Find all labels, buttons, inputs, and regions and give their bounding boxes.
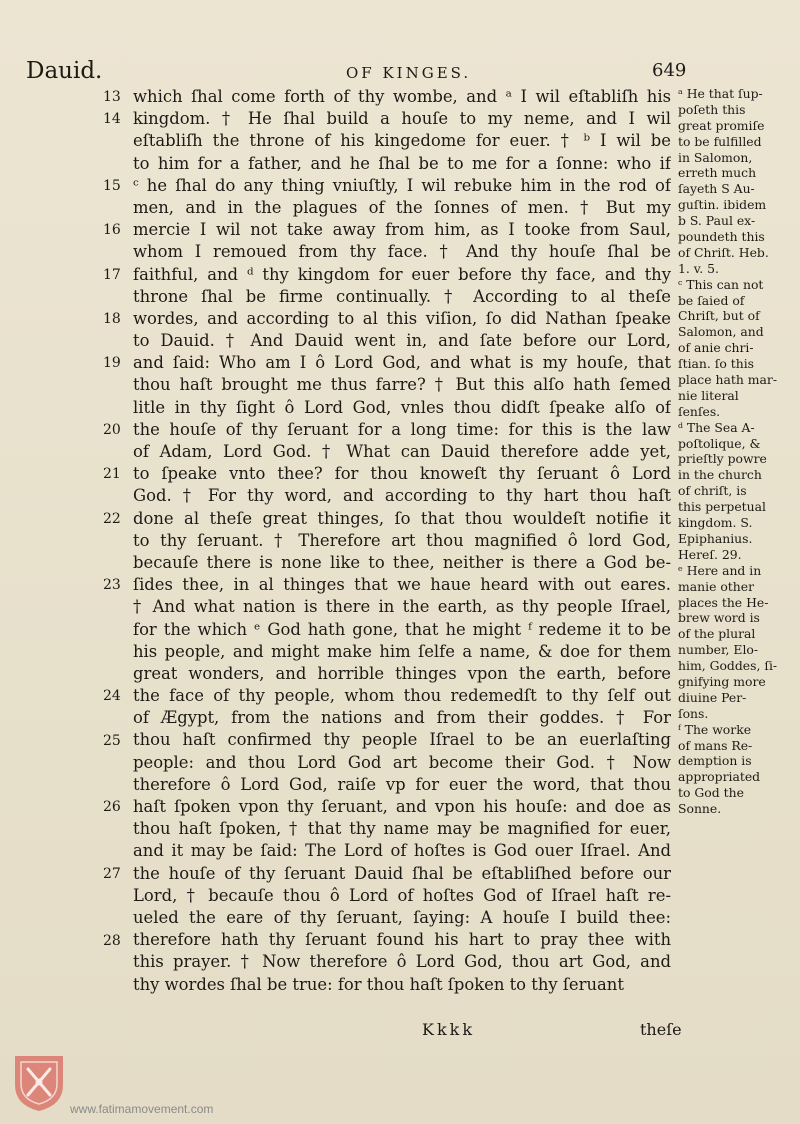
margin-note-line: number, Elo-: [678, 642, 759, 658]
verse-number: 20: [103, 422, 121, 438]
page-number: 649: [652, 60, 687, 81]
text-line: faithful, and ᵈ thy kingdom for euer before thy face, and thy: [133, 264, 671, 284]
text-line: this prayer. † Now therefore ô Lord God, thou art God, and: [133, 952, 671, 972]
scripture-text: [133, 86, 671, 996]
margin-note-line: ᵈ The Sea A-: [678, 419, 755, 435]
text-line: whom I remoued from thy face. † And thy houſe ſhal be: [133, 242, 671, 262]
text-line: the houſe of thy ſeruant for a long time: for this is the law: [133, 419, 671, 439]
margin-note-line: to be fulfilled: [678, 133, 762, 149]
running-head: [26, 58, 776, 88]
text-line: to ſpeake vnto thee? for thou knoweſt thy ſeruant ô Lord: [133, 464, 671, 484]
margin-note-line: in Salomon,: [678, 149, 753, 165]
text-line: becauſe there is none like to thee, neither is there a God be-: [133, 552, 671, 572]
margin-note-line: gnifying more: [678, 673, 766, 689]
margin-note-line: ſons.: [678, 705, 709, 721]
text-line: to thy ſeruant. † Therefore art thou magnified ô lord God,: [133, 530, 671, 550]
text-line: God. † For thy word, and according to thy hart thou haſt: [133, 486, 671, 506]
text-line: kingdom. † He ſhal build a houſe to my neme, and I wil: [133, 109, 671, 129]
text-line: wordes, and according to al this viſion, ſo did Nathan ſpeake: [133, 308, 671, 328]
margin-note-line: of chriſt, is: [678, 483, 747, 499]
marginal-notes: [678, 86, 790, 817]
text-line: the houſe of thy ſeruant Dauid ſhal be eſtabliſhed before our: [133, 863, 671, 883]
verse-number: 17: [103, 266, 121, 283]
margin-note-line: nie literal: [678, 387, 739, 403]
margin-note-line: to God the: [678, 785, 744, 801]
margin-note-line: him, Goddes, ſi-: [678, 658, 778, 674]
margin-note-line: 1. v. 5.: [678, 260, 719, 276]
text-line: for the which ᵉ God hath gone, that he might ᶠ redeme it to be: [133, 619, 671, 639]
margin-note-line: in the church: [678, 467, 762, 483]
catchword: theſe: [640, 1020, 682, 1039]
margin-note-line: b S. Paul ex-: [678, 213, 756, 229]
margin-note-line: prieſtly powre: [678, 451, 767, 467]
verse-number: 16: [103, 222, 121, 239]
text-line: done al theſe great thinges, ſo that thou wouldeſt notifie it: [133, 508, 671, 528]
margin-note-line: ſenſes.: [678, 403, 721, 419]
verse-number: 23: [103, 577, 121, 594]
margin-note-line: Salomon, and: [678, 324, 764, 340]
verse-number: 28: [103, 932, 121, 949]
margin-note-line: poſeth this: [678, 101, 746, 117]
watermark-url: www.fatimamovement.com: [70, 1102, 214, 1116]
margin-note-line: of Chriſt. Heb.: [678, 244, 769, 260]
text-line: which ſhal come forth of thy wombe, and ᵃ I wil eſtabliſh his: [133, 87, 671, 106]
text-line: throne ſhal be firme continually. † According to al theſe: [133, 286, 671, 306]
text-line: eſtabliſh the throne of his kingedome for euer. † ᵇ I wil be: [133, 131, 671, 151]
margin-note-line: appropriated: [678, 769, 761, 785]
margin-note-line: ᶠ The worke: [678, 721, 752, 737]
margin-note-line: of mans Re-: [678, 737, 753, 753]
verse-number: 27: [103, 866, 121, 882]
text-line: ſides thee, in al thinges that we haue heard with out eares.: [133, 575, 671, 595]
margin-note-line: poundeth this: [678, 229, 765, 245]
margin-note-line: poſtolique, &: [678, 435, 761, 451]
margin-note-line: guſtin. ibidem: [678, 197, 767, 213]
text-line: the face of thy people, whom thou redemedſt to thy ſelf out: [133, 686, 671, 706]
margin-note-line: diuine Per-: [678, 689, 747, 705]
verse-number: 19: [103, 355, 121, 372]
text-line: his people, and might make him ſelfe a name, & doe for them: [133, 641, 671, 661]
margin-note-line: ᶜ This can not: [678, 276, 764, 292]
running-head-title: OF KINGES.: [346, 64, 472, 82]
verse-number: 15: [103, 177, 121, 194]
running-head-left: Dauid.: [26, 58, 103, 84]
text-line: thou haſt brought me thus farre? † But this alſo hath ſemed: [133, 375, 671, 395]
margin-note-line: Hereſ. 29.: [678, 546, 742, 562]
text-line: litle in thy ſight ô Lord God, vnles thou didſt ſpeake alſo of: [133, 397, 671, 417]
margin-note-line: demption is: [678, 753, 752, 769]
margin-note-line: ᵉ Here and in: [678, 562, 762, 578]
text-line: ᶜ he ſhal do any thing vniuſtly, I wil rebuke him in the rod of: [133, 175, 671, 195]
text-line: mercie I wil not take away from him, as I tooke from Saul,: [133, 220, 671, 240]
verse-number: 21: [103, 466, 121, 483]
margin-note-line: be ſaied of: [678, 292, 745, 308]
margin-note-line: kingdom. S.: [678, 515, 753, 531]
text-line: to him for a father, and he ſhal be to me for a ſonne: who if: [133, 153, 671, 173]
text-line: haſt ſpoken vpon thy ſeruant, and vpon his houſe: and doe as: [133, 797, 671, 816]
margin-note-line: ſtian. ſo this: [678, 356, 755, 372]
text-line: Lord, † becauſe thou ô Lord of hoſtes God of Iſrael haſt re-: [133, 885, 671, 905]
text-line: thy wordes ſhal be true: for thou haſt ſpoken to thy ſeruant: [133, 974, 624, 994]
verse-number: 18: [103, 311, 121, 327]
text-line: ueled the eare of thy ſeruant, ſaying: A houſe I build thee:: [133, 907, 671, 927]
margin-note-line: place hath mar-: [678, 372, 778, 388]
margin-note-line: this perpetual: [678, 499, 766, 515]
margin-note-line: Epiphanius.: [678, 530, 753, 546]
verse-number: 13: [103, 89, 121, 105]
text-line: thou haſt ſpoken, † that thy name may be magnified for euer,: [133, 819, 671, 839]
text-line: of Ægypt, from the nations and from their goddes. † For: [133, 708, 671, 728]
signature-mark: Kkkk: [422, 1020, 476, 1039]
margin-note-line: great promiſe: [678, 117, 765, 133]
verse-number: 22: [103, 510, 121, 527]
margin-note-line: Sonne.: [678, 801, 722, 817]
margin-note-line: ᵃ He that ſup-: [678, 86, 763, 101]
text-line: and it may be ſaid: The Lord of hoſtes is God ouer Iſrael. And: [133, 841, 671, 861]
text-line: people: and thou Lord God art become their God. † Now: [133, 752, 671, 772]
text-line: and ſaid: Who am I ô Lord God, and what is my houſe, that: [133, 353, 671, 373]
papal-seal-icon: [12, 1053, 66, 1113]
text-line: therefore hath thy ſeruant found his hart to pray thee with: [133, 930, 671, 950]
margin-note-line: places the He-: [678, 594, 769, 610]
margin-note-line: Chriſt, but of: [678, 308, 760, 324]
text-line: of Adam, Lord God. † What can Dauid therefore adde yet,: [133, 442, 671, 461]
text-line: to Dauid. † And Dauid went in, and ſate before our Lord,: [133, 331, 671, 351]
verse-number: 25: [103, 732, 121, 749]
text-line: † And what nation is there in the earth, as thy people Iſrael,: [133, 597, 671, 617]
text-line: men, and in the plagues of the ſonnes of men. † But my: [133, 197, 671, 217]
margin-note-line: of the plural: [678, 626, 756, 642]
margin-note-line: of anie chri-: [678, 340, 754, 356]
verse-number: 26: [103, 799, 121, 816]
margin-note-line: brew word is: [678, 610, 760, 626]
margin-note-line: erreth much: [678, 165, 757, 181]
verse-number: 14: [103, 111, 121, 128]
verse-number: 24: [103, 688, 121, 705]
text-line: therefore ô Lord God, raiſe vp for euer the word, that thou: [133, 774, 671, 794]
margin-note-line: ſayeth S Au-: [678, 181, 755, 197]
text-line: great wonders, and horrible thinges vpon the earth, before: [133, 663, 671, 683]
text-line: thou haſt confirmed thy people Iſrael to be an euerlaſting: [133, 730, 671, 750]
margin-note-line: manie other: [678, 578, 755, 594]
